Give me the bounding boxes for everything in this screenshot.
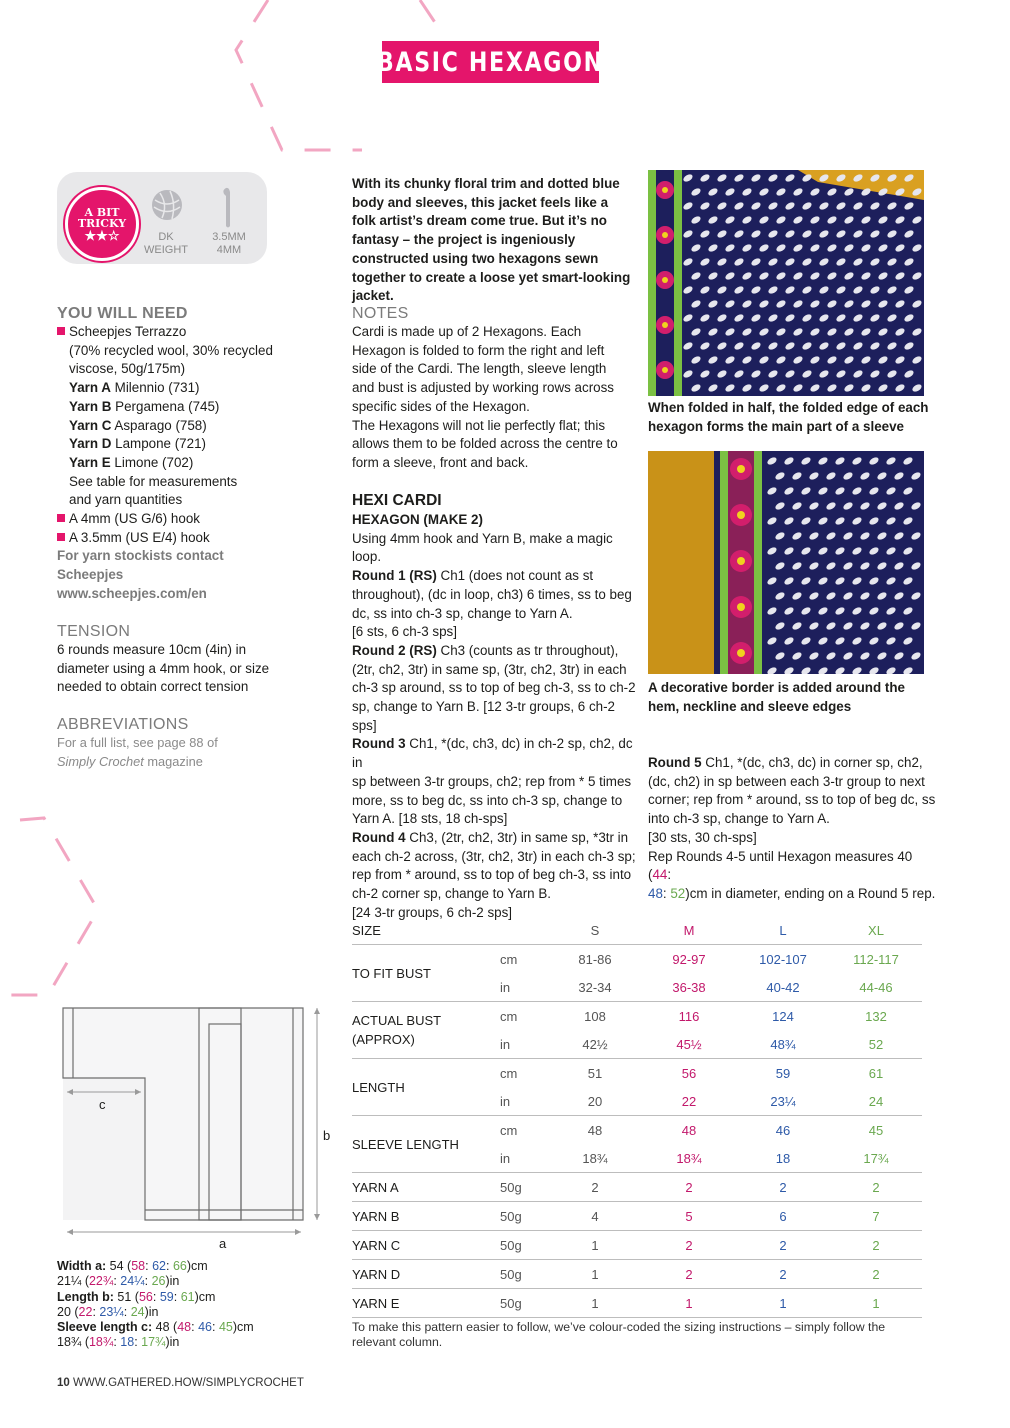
round-4-line: each ch-2 across, (3tr, ch2, 3tr) in each ch-3 sp; xyxy=(352,848,636,864)
yarn-b: Yarn B Pergamena (745) xyxy=(69,398,220,414)
table-row-yarn-a: YARN A 50g 2 2 2 2 xyxy=(352,1173,922,1202)
round-5-line: into ch-3 sp, change to Yarn A. xyxy=(648,811,830,827)
notes-line: and bust is adjusted by working rows across xyxy=(352,380,614,396)
difficulty-stars: ★★☆ xyxy=(84,228,120,244)
notes-line: allows them to be folded across the centre to xyxy=(352,436,618,452)
yarn-weight-label: DK WEIGHT xyxy=(144,231,188,256)
width-cm: Width a: 54 (58: 62: 66)cm xyxy=(57,1259,208,1273)
yarn-name: Scheepjes Terrazzo xyxy=(69,324,187,339)
footer-url[interactable]: WWW.GATHERED.HOW/SIMPLYCROCHET xyxy=(73,1377,304,1389)
round-2-line: (2tr, ch2, 3tr) in same sp, (3tr, ch2, 3tr) in each xyxy=(352,661,627,677)
schematic-label-b: b xyxy=(323,1128,331,1143)
notes-line: The Hexagons will not lie perfectly flat; this xyxy=(352,417,606,433)
table-row: in 20 22 23¼ 24 xyxy=(352,1087,922,1116)
table-row: in 18¾ 18¾ 18 17¾ xyxy=(352,1144,922,1173)
hook-3-5mm: A 3.5mm (US E/4) hook xyxy=(57,529,327,548)
header-size: SIZE xyxy=(352,916,500,945)
yarn-ball-icon xyxy=(150,188,184,222)
table-row: SLEEVE LENGTH cm 48 48 46 45 xyxy=(352,1116,922,1145)
difficulty-badge xyxy=(65,187,139,261)
round-2-line: ch-3 sp around, ss to top of beg ch-3, ss to ch-2 xyxy=(352,680,636,696)
table-row: ACTUAL BUST (APPROX) cm 108 116 124 132 xyxy=(352,1002,922,1031)
pattern-subheading: HEXAGON (MAKE 2) xyxy=(352,512,483,527)
table-row-yarn-e: YARN E 50g 1 1 1 1 xyxy=(352,1289,922,1318)
notes-line: specific sides of the Hexagon. xyxy=(352,398,530,414)
schematic-label-a: a xyxy=(219,1236,227,1251)
notes-line: Hexagon is folded to form the right and left xyxy=(352,342,605,358)
crochet-hook-icon xyxy=(218,186,238,230)
tension-line: diameter using a 4mm hook, or size xyxy=(57,660,270,676)
yarn-desc-2: viscose, 50g/175m) xyxy=(69,361,186,377)
repeat-instruction: Rep Rounds 4-5 until Hexagon measures 40 (44: xyxy=(648,848,913,883)
photo-border-detail xyxy=(648,451,924,674)
round-3-line: more, ss to beg dc, ss into ch-3 sp, change to xyxy=(352,792,623,808)
round-4: Round 4 Ch3, (2tr, ch2, 3tr) in same sp, *3tr in xyxy=(352,829,629,845)
round-5-line: (dc, ch2) in sp between each 3-tr group to next xyxy=(648,773,925,789)
page-number: 10 xyxy=(57,1377,70,1389)
sleeve-in: 18¾ (18¾: 18: 17¾)in xyxy=(57,1335,180,1350)
pattern-start: Using 4mm hook and Yarn B, make a magic xyxy=(352,530,613,546)
notes-section xyxy=(352,305,637,473)
stockist-line-1: For yarn stockists contact xyxy=(57,548,224,564)
stockist-link[interactable]: www.scheepjes.com/en xyxy=(57,585,207,601)
caption-photo-1: When folded in half, the folded edge of each hexagon forms the main part of a sleeve xyxy=(648,400,929,434)
table-row-yarn-b: YARN B 50g 4 5 6 7 xyxy=(352,1202,922,1231)
header-m: M xyxy=(642,916,736,945)
pattern-start: loop. xyxy=(352,549,382,565)
round-3-line: sp between 3-tr groups, ch2; rep from * 5 times xyxy=(352,773,632,789)
round-3-line: Yarn A. [18 sts, 18 ch-sps] xyxy=(352,811,508,827)
notes-line: form a sleeve, front and back. xyxy=(352,454,529,470)
round-1: Round 1 (RS) Ch1 (does not count as st xyxy=(352,568,594,584)
tension-section xyxy=(57,623,327,697)
table-row-yarn-d: YARN D 50g 1 2 2 2 xyxy=(352,1260,922,1289)
photo-sleeve-detail xyxy=(648,170,924,396)
difficulty-line1: A BIT xyxy=(84,205,120,219)
pattern-heading: HEXI CARDI xyxy=(352,492,442,509)
notes-line: side of the Cardi. The length, sleeve length xyxy=(352,361,607,377)
length-cm: Length b: 51 (56: 59: 61)cm xyxy=(57,1289,216,1304)
abbreviations-line: For a full list, see page 88 of xyxy=(57,735,218,750)
tension-heading: TENSION xyxy=(57,623,131,640)
repeat-instruction-2: 48: 52)cm in diameter, ending on a Round 5 rep. xyxy=(648,885,936,901)
round-4-line: [24 3-tr groups, 6 ch-2 sps] xyxy=(352,904,513,920)
yarn-d: Yarn D Lampone (721) xyxy=(69,436,206,452)
page-title: BASIC HEXAGON xyxy=(382,41,599,83)
yarn-c: Yarn C Asparago (758) xyxy=(69,417,207,433)
round-4-line: ch-2 corner sp, change to Yarn B. xyxy=(352,886,551,902)
round-1-line: throughout), (dc in loop, ch3) 6 times, ss to beg xyxy=(352,586,632,602)
schematic-label-c: c xyxy=(99,1097,106,1112)
round-3: Round 3 Ch1, *(dc, ch3, dc) in ch-2 sp, ch2, dc in xyxy=(352,736,633,771)
notes-line: Cardi is made up of 2 Hexagons. Each xyxy=(352,324,582,339)
width-in: 21¼ (22¾: 24¼: 26)in xyxy=(57,1274,180,1289)
caption-photo-2: A decorative border is added around the hem, neckline and sleeve edges xyxy=(648,680,905,714)
header-s: S xyxy=(548,916,642,945)
intro-paragraph: With its chunky floral trim and dotted blue body and sleeves, this jacket feels like a folk artist’s dream come true. But it’s no fantasy – the project is ingeniously constructed using two hexagons sewn together to create a loose yet smart-looking jacket. xyxy=(352,176,631,304)
abbreviations-heading: ABBREVIATIONS xyxy=(57,716,189,733)
table-header-row xyxy=(352,916,922,945)
round-1-line: [6 sts, 6 ch-3 sps] xyxy=(352,624,457,640)
pattern-section xyxy=(352,491,637,922)
row-label-length: LENGTH xyxy=(352,1059,500,1116)
header-xl: XL xyxy=(830,916,922,945)
row-label-sleeve-length: SLEEVE LENGTH xyxy=(352,1116,500,1173)
yarn-a: Yarn A Milennio (731) xyxy=(69,380,200,396)
round-5-section xyxy=(648,754,938,904)
abbreviations-section xyxy=(57,716,327,771)
hook-size-label: 3.5MM 4MM xyxy=(212,231,246,256)
you-will-need-heading: YOU WILL NEED xyxy=(57,305,188,322)
difficulty-line2: TRICKY xyxy=(77,216,127,230)
round-1-line: dc, ss into ch-3 sp, change to Yarn A. xyxy=(352,605,573,621)
round-5-line: [30 sts, 30 ch-sps] xyxy=(648,829,757,845)
yarn-desc-1: (70% recycled wool, 30% recycled xyxy=(69,342,273,358)
round-5-line: corner; rep from * around, ss to top of beg dc, ss xyxy=(648,792,936,808)
size-table xyxy=(352,916,922,1318)
table-row: in 32-34 36-38 40-42 44-46 xyxy=(352,973,922,1002)
header-l: L xyxy=(736,916,830,945)
table-row: LENGTH cm 51 56 59 61 xyxy=(352,1059,922,1088)
decorative-dashed-hexagon-top xyxy=(0,0,520,170)
hook-4mm: A 4mm (US G/6) hook xyxy=(57,510,327,529)
see-table-2: and yarn quantities xyxy=(69,492,183,508)
abbreviations-magazine: Simply Crochet magazine xyxy=(57,753,203,769)
schematic-dimensions xyxy=(57,1259,327,1351)
table-footnote: To make this pattern easier to follow, we’ve colour-coded the sizing instructions – simply follow the relevant column. xyxy=(352,1320,886,1349)
decorative-dashed-hexagon-left xyxy=(0,800,110,1000)
row-label-bust: TO FIT BUST xyxy=(352,945,500,1002)
length-in: 20 (22: 23¼: 24)in xyxy=(57,1304,159,1319)
round-4-line: rep from * around, ss to top of beg ch-3, ss into xyxy=(352,867,632,883)
yarn-e: Yarn E Limone (702) xyxy=(69,454,194,470)
sleeve-cm: Sleeve length c: 48 (48: 46: 45)cm xyxy=(57,1320,254,1335)
table-row-yarn-c: YARN C 50g 1 2 2 2 xyxy=(352,1231,922,1260)
row-label-actual-bust: ACTUAL BUST (APPROX) xyxy=(352,1002,500,1059)
page-footer xyxy=(57,1377,304,1389)
tension-line: 6 rounds measure 10cm (4in) in xyxy=(57,642,247,657)
tension-line: needed to obtain correct tension xyxy=(57,679,249,695)
stockist-line-2: Scheepjes xyxy=(57,567,124,583)
table-row: in 42½ 45½ 48¾ 52 xyxy=(352,1030,922,1059)
you-will-need-section xyxy=(57,305,327,604)
see-table-1: See table for measurements xyxy=(69,473,238,489)
notes-heading: NOTES xyxy=(352,305,409,322)
round-5: Round 5 Ch1, *(dc, ch3, dc) in corner sp, ch2, xyxy=(648,755,923,770)
round-2: Round 2 (RS) Ch3 (counts as tr throughout), xyxy=(352,642,619,658)
garment-schematic xyxy=(55,1000,335,1250)
table-row: TO FIT BUST cm 81-86 92-97 102-107 112-117 xyxy=(352,945,922,974)
round-2-line: sp, change to Yarn B. [12 3-tr groups, 6 ch-2 sps] xyxy=(352,699,616,733)
